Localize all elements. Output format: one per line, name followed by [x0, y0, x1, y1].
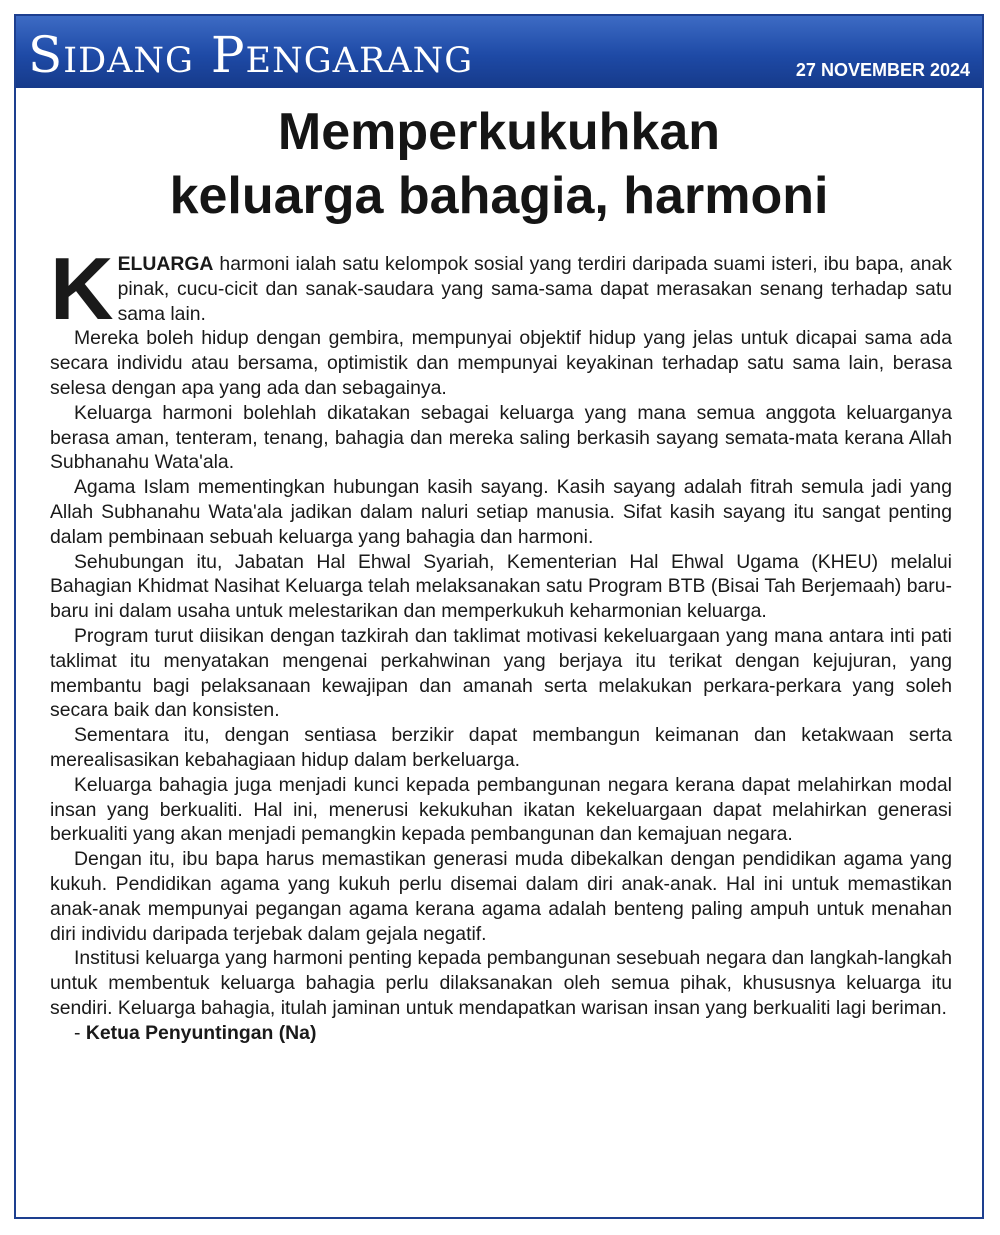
publication-date: 27 NOVEMBER 2024 [795, 60, 970, 80]
article-paragraph: Program turut diisikan dengan tazkirah dan taklimat motivasi kekeluargaan yang mana antara inti pati taklimat itu menyatakan mengenai perkahwinan yang berjaya itu terikat dengan kejujuran, yang membantu bagi pelaksanaan kewajipan dan amanah serta melakukan perkara-perkara yang soleh secara baik dan konsisten. [50, 624, 952, 722]
lead-word: ELUARGA [117, 253, 214, 275]
masthead-banner [16, 16, 982, 88]
signature-name: Ketua Penyuntingan (Na) [85, 1021, 317, 1044]
signature [50, 1021, 952, 1046]
article-paragraph: Sehubungan itu, Jabatan Hal Ehwal Syariah, Kementerian Hal Ehwal Ugama (KHEU) melalui Bahagian Khidmat Nasihat Keluarga telah melaksanakan satu Program BTB (Bisai Tah Berjemaah) baru-baru ini dalam usaha untuk melestarikan dan memperkukuh keharmonian keluarga. [50, 550, 952, 623]
article-paragraph: Sementara itu, dengan sentiasa berzikir dapat membangun keimanan dan ketakwaan serta merealisasikan kebahagiaan hidup dalam berkeluarga. [50, 724, 952, 771]
headline [16, 100, 982, 228]
article-paragraph-1 [50, 239, 952, 338]
article-paragraph: Agama Islam mementingkan hubungan kasih sayang. Kasih sayang adalah fitrah semula jadi yang Allah Subhanahu Wata'ala jadikan dalam naluri setiap manusia. Sifat kasih sayang itu sangat penting dalam pembinaan sebuah keluarga yang bahagia dan harmoni. [50, 476, 952, 548]
article-paragraph: Dengan itu, ibu bapa harus memastikan generasi muda dibekalkan dengan pendidikan agama yang kukuh. Pendidikan agama yang kukuh perlu disemai dalam diri anak-anak. Hal ini untuk memastikan anak-anak mempunyai pegangan agama kerana agama adalah benteng paling ampuh untuk menahan diri individu daripada terjebak dalam gejala negatif. [50, 848, 952, 945]
article-paragraph: Institusi keluarga yang harmoni penting kepada pembangunan sesebuah negara dan langkah-langkah untuk membentuk keluarga bahagia perlu dilaksanakan oleh semua pihak, khususnya keluarga itu sendiri. Keluarga bahagia, itulah jaminan untuk mendapatkan warisan insan yang berkualiti lagi beriman. [50, 947, 952, 1019]
drop-cap: K [50, 239, 114, 338]
editorial-frame [14, 14, 984, 1219]
section-title: Sidang Pengarang [28, 26, 474, 84]
first-paragraph-text: harmoni ialah satu kelompok sosial yang terdiri daripada suami isteri, ibu bapa, anak pinak, cucu-cicit dan sanak-saudara yang sama-sama dapat merasakan senang terhadap satu sama lain. [117, 253, 952, 325]
article-paragraph: Keluarga bahagia juga menjadi kunci kepada pembangunan negara kerana dapat melahirkan modal insan yang berkualiti. Hal ini, menerusi kekukuhan ikatan kekeluargaan dapat melahirkan generasi berkualiti yang akan menjadi pemangkin kepada pembangunan dan kemajuan negara. [50, 773, 952, 846]
article-paragraph: Mereka boleh hidup dengan gembira, mempunyai objektif hidup yang jelas untuk dicapai sama ada secara individu atau bersama, optimistik dan mempunyai keyakinan terhadap satu sama lain, berasa selesa dengan apa yang ada dan sebagainya. [50, 327, 952, 399]
article-paragraph: Keluarga harmoni bolehlah dikatakan sebagai keluarga yang mana semua anggota keluarganya berasa aman, tenteram, tenang, bahagia dan mereka saling berkasih sayang semata-mata kerana Allah Subhanahu Wata'ala. [50, 401, 952, 474]
signature-dash: - [74, 1021, 86, 1044]
headline-line-2: keluarga bahagia, harmoni [169, 167, 829, 225]
article-body [50, 239, 952, 1046]
headline-line-1: Memperkukuhkan [277, 103, 721, 161]
